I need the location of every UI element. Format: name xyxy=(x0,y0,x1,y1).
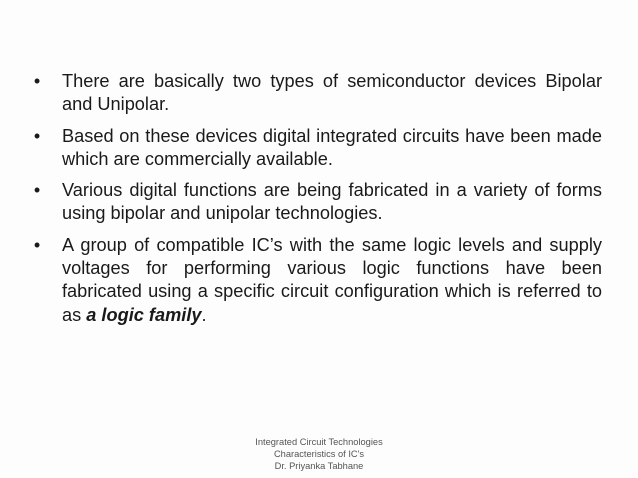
bullet-text: Based on these devices digital integrated circuits have been made which are commercially available. xyxy=(62,125,602,169)
bullet-text: There are basically two types of semiconductor devices Bipolar and Unipolar. xyxy=(62,71,602,115)
bullet-item-1 xyxy=(28,70,602,117)
bullet-text xyxy=(62,235,602,325)
bullet-icon: • xyxy=(33,180,41,201)
bullet-item-2 xyxy=(28,125,602,172)
emphasized-term: a logic family xyxy=(86,304,202,325)
bullet-text: Various digital functions are being fabricated in a variety of forms using bipolar and unipolar technologies. xyxy=(62,180,602,224)
footer-topic: Characteristics of IC's xyxy=(273,449,365,459)
bullet-text-before: A group of compatible IC’s with the same logic levels and supply voltages for performing various logic functions have been fabricated using a specific circuit configuration which is referred to as xyxy=(62,234,602,325)
bullet-list xyxy=(28,70,602,335)
footer-course-title: Integrated Circuit Technologies xyxy=(255,437,383,447)
bullet-icon: • xyxy=(33,71,41,91)
bullet-text-after: . xyxy=(201,304,207,325)
bullet-icon: • xyxy=(33,234,41,255)
bullet-item-4 xyxy=(28,234,602,327)
slide-footer xyxy=(219,436,419,472)
footer-author: Dr. Priyanka Tabhane xyxy=(274,461,364,471)
bullet-item-3 xyxy=(28,179,602,226)
bullet-icon: • xyxy=(33,125,41,146)
